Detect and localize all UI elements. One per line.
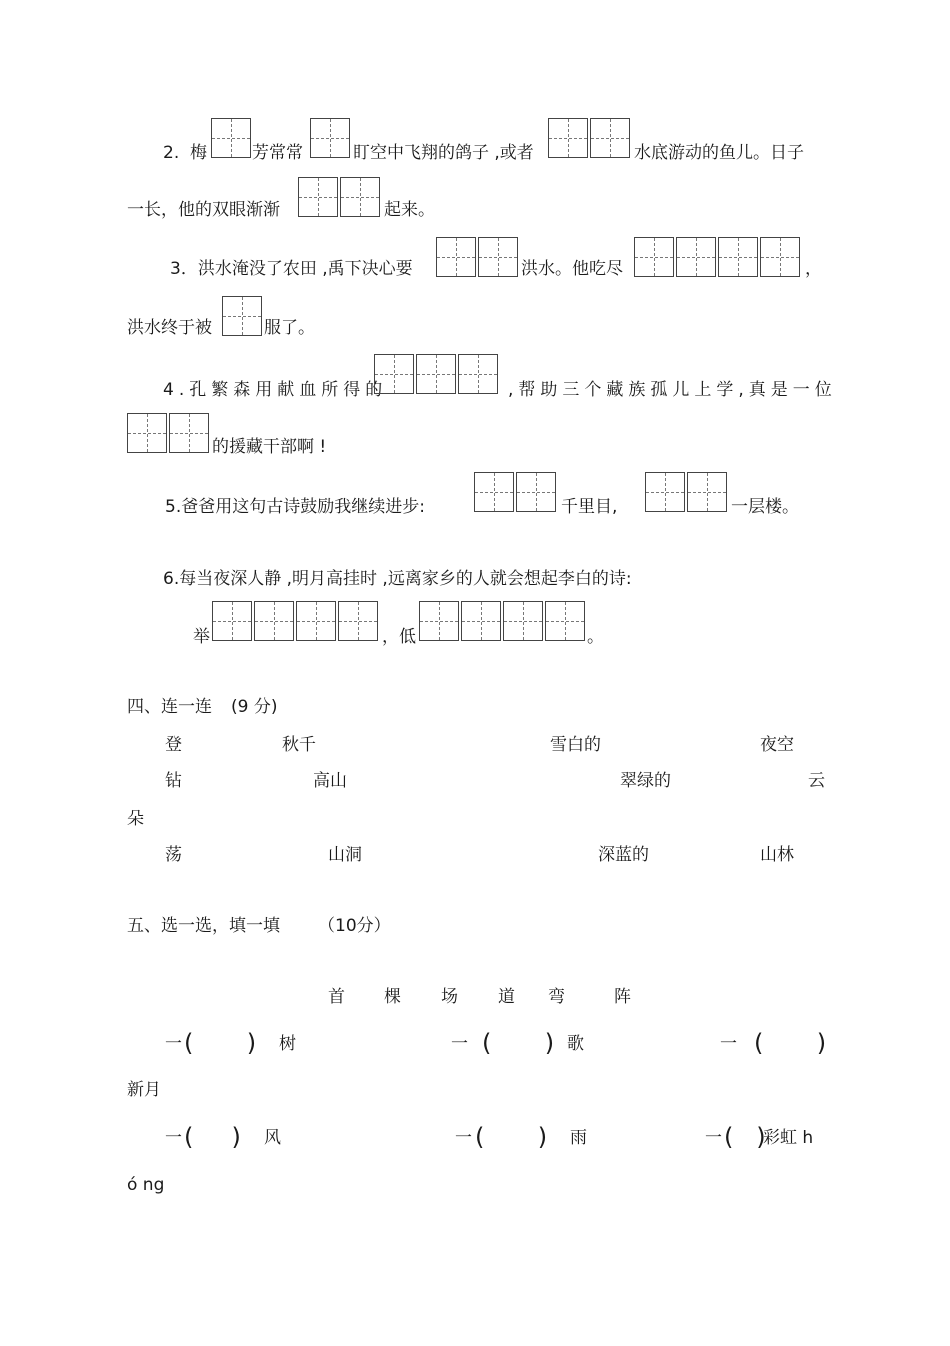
fill-blank-3[interactable]: ( ): [754, 1029, 827, 1057]
fill-blank-5[interactable]: ( ): [475, 1123, 548, 1151]
fill-prefix: 一: [165, 1128, 182, 1148]
word-option: 弯: [548, 987, 565, 1007]
q3-blank-3[interactable]: [222, 296, 264, 336]
match-adj-item[interactable]: 深蓝的: [598, 845, 649, 865]
match-mid-item[interactable]: 高山: [313, 771, 347, 791]
q6-blank-2[interactable]: [419, 601, 587, 641]
match-right-item[interactable]: 山林: [760, 845, 794, 865]
fill-prefix: 一: [720, 1034, 737, 1054]
fill-prefix: 一: [705, 1128, 722, 1148]
match-mid-item[interactable]: 秋千: [282, 735, 316, 755]
fill-suffix-wrap: 新月: [127, 1080, 161, 1100]
q5-text-1: 5.爸爸用这句古诗鼓励我继续进步:: [165, 497, 425, 517]
match-right-item[interactable]: 云: [808, 771, 825, 791]
q3-text-3: ，: [805, 259, 822, 279]
q4-text-2: ,帮助三个藏族孤儿上学,真是一位: [508, 380, 837, 400]
q2-text-2: 芳常常: [252, 143, 303, 163]
word-option: 阵: [614, 987, 631, 1007]
word-option: 道: [498, 987, 515, 1007]
fill-suffix: 树: [279, 1034, 296, 1054]
word-option: 棵: [384, 987, 401, 1007]
fill-suffix: 风: [264, 1128, 281, 1148]
q3-text-5: 服了。: [264, 318, 315, 338]
fill-suffix: 歌: [567, 1034, 584, 1054]
fill-prefix: 一: [455, 1128, 472, 1148]
q3-text-4: 洪水终于被: [127, 318, 212, 338]
q4-text-3: 的援藏干部啊 !: [212, 437, 327, 457]
q6-text-1: 6.每当夜深人静 ,明月高挂时 ,远离家乡的人就会想起李白的诗:: [163, 569, 632, 589]
q5-blank-1[interactable]: [474, 472, 558, 512]
word-option: 首: [328, 987, 345, 1007]
q6-text-2: 举: [193, 627, 210, 647]
fill-suffix-wrap: ó ng: [127, 1175, 165, 1195]
match-left-item[interactable]: 登: [165, 735, 182, 755]
section4-heading: 四、连一连: [127, 697, 212, 717]
q2-number: 2.: [163, 143, 180, 163]
q2-text-5: 一长，他的双眼渐渐: [127, 200, 280, 220]
q5-text-2: 千里目,: [561, 497, 618, 517]
fill-prefix: 一: [165, 1034, 182, 1054]
q5-text-3: 一层楼。: [731, 497, 799, 517]
word-option: 场: [441, 987, 458, 1007]
match-adj-item[interactable]: 雪白的: [550, 735, 601, 755]
q3-text-2: 洪水。他吃尽: [521, 259, 623, 279]
match-left-item[interactable]: 钻: [165, 771, 182, 791]
q3-text-1: 3．洪水淹没了农田 ,禹下决心要: [170, 259, 413, 279]
fill-prefix: 一: [451, 1034, 468, 1054]
match-adj-item[interactable]: 翠绿的: [620, 771, 671, 791]
q3-blank-1[interactable]: [436, 237, 520, 277]
q2-blank-3[interactable]: [548, 118, 632, 158]
section4-score: (9 分): [231, 697, 278, 717]
match-right-item-wrap: 朵: [127, 809, 144, 829]
section5-score: （10分）: [318, 916, 391, 936]
q4-blank-1[interactable]: [374, 354, 500, 394]
q5-blank-2[interactable]: [645, 472, 729, 512]
q2-blank-4[interactable]: [298, 177, 382, 217]
match-mid-item[interactable]: 山洞: [328, 845, 362, 865]
q2-text-4: 水底游动的鱼儿。日子: [634, 143, 804, 163]
q3-blank-2[interactable]: [634, 237, 802, 277]
q6-text-3: ，低: [382, 627, 416, 647]
q6-text-4: 。: [587, 627, 604, 647]
q2-blank-1[interactable]: [211, 118, 253, 158]
q6-blank-1[interactable]: [212, 601, 380, 641]
fill-blank-6[interactable]: ( ): [724, 1123, 766, 1151]
section5-heading: 五、选一选，填一填: [127, 916, 280, 936]
match-right-item[interactable]: 夜空: [760, 735, 794, 755]
fill-blank-2[interactable]: ( ): [482, 1029, 555, 1057]
fill-blank-1[interactable]: ( ): [184, 1029, 257, 1057]
q2-text-1: 梅: [190, 143, 207, 163]
q2-blank-2[interactable]: [310, 118, 352, 158]
q2-text-3: 盯空中飞翔的鸽子 ,或者: [353, 143, 534, 163]
q4-text-1: 4.孔繁森用献血所得的: [163, 380, 388, 400]
fill-suffix: 彩虹 h: [763, 1128, 814, 1148]
q2-text-6: 起来。: [384, 200, 435, 220]
q4-blank-2[interactable]: [127, 413, 211, 453]
fill-blank-4[interactable]: ( ): [184, 1123, 241, 1151]
match-left-item[interactable]: 荡: [165, 845, 182, 865]
fill-suffix: 雨: [570, 1128, 587, 1148]
